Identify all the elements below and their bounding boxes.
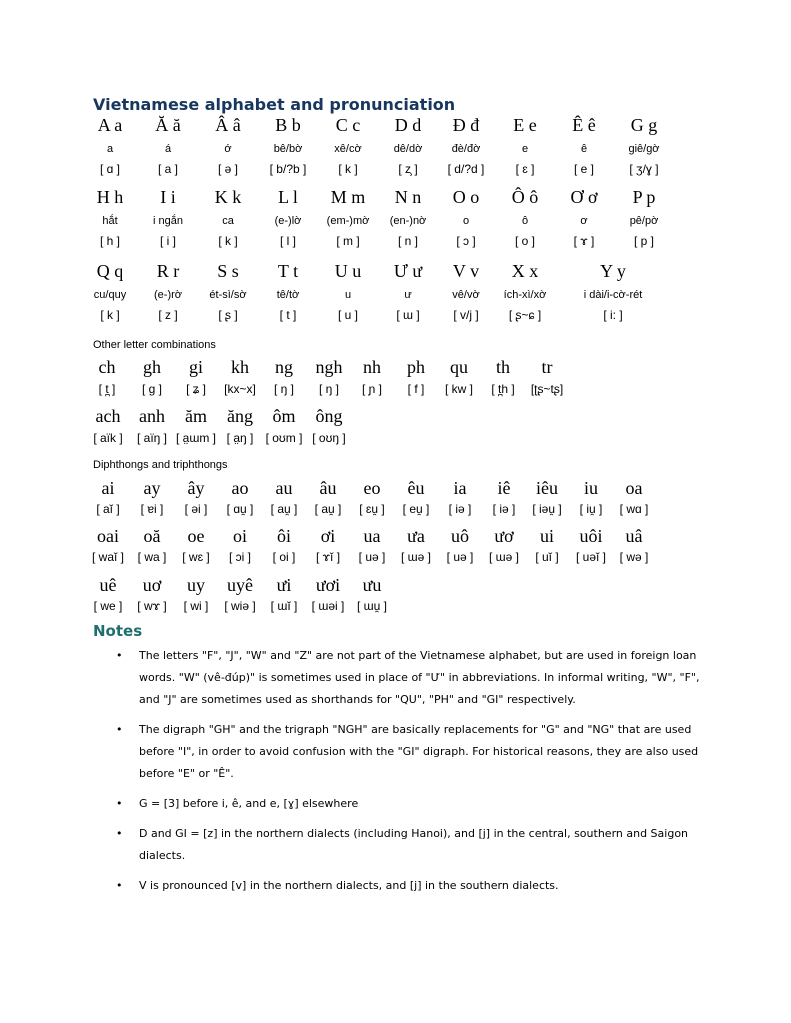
diphthong-letters: ơi [320,526,336,546]
diphthong-ipa: [ aĭ ] [96,502,120,516]
alphabet-ipa: [ ɑ ] [99,162,120,176]
diphthong-letters: ai [101,478,115,498]
alphabet-name: (e-)rờ [154,289,182,301]
alphabet-letter: O o [452,187,480,207]
alphabet-ipa: [ t ] [279,308,297,322]
alphabet-ipa: [ l ] [279,234,296,248]
combination-ipa: [ ŋ ] [273,382,294,396]
alphabet-ipa: [ z̧ ] [398,162,418,176]
combination-letters: qu [450,357,468,377]
bullet-icon: • [116,797,123,810]
alphabet-letter: D d [394,115,422,135]
alphabet-name: bê/bờ [273,143,303,155]
notes-heading: Notes [93,622,143,640]
alphabet-name: hắt [102,215,118,227]
alphabet-letter: C c [335,115,361,135]
diphthong-ipa: [ wiə ] [224,599,256,613]
alphabet-letter: T t [277,261,299,281]
diphthong-letters: âu [319,478,337,498]
alphabet-ipa: [ m ] [336,234,360,248]
alphabet-ipa: [ k ] [218,234,238,248]
diphthong-ipa: [ ɯu̯ ] [356,599,387,613]
alphabet-name: ét-sì/sờ [209,289,247,301]
combination-letters: ph [407,357,425,377]
diphthong-letters: oi [232,526,247,546]
notes-list [108,645,708,905]
diphthong-ipa: [ uĭ ] [535,550,559,564]
diphthong-ipa: [ ɯə ] [488,550,519,564]
combination-letters: ôm [272,406,296,426]
alphabet-name: xê/cờ [334,143,362,155]
alphabet-letter: Ơ ơ [570,187,598,207]
alphabet-ipa: [ z ] [158,308,178,322]
alphabet-letter: Q q [96,261,124,281]
bullet-icon: • [116,827,123,840]
alphabet-letter: S s [217,261,239,281]
diphthong-ipa: [ ɐi ] [140,502,164,516]
alphabet-ipa: [ p ] [633,234,654,248]
bullet-icon: • [116,879,123,892]
bullet-icon: • [116,723,123,736]
note-text: G = [3] before i, ê, and e, [ɣ] elsewhere [139,797,359,810]
diphthongs-label: Diphthongs and triphthongs [93,459,228,471]
diphthong-letters: ươi [315,575,341,595]
alphabet-ipa: [ o ] [514,234,535,248]
alphabet-ipa: [ ʂ~ɕ ] [508,308,542,322]
alphabet-ipa: [ a ] [157,162,178,176]
alphabet-ipa: [ ə ] [217,162,238,176]
diphthong-letters: uôi [579,526,603,546]
note-text: The letters "F", "J", "W" and "Z" are not part of the Vietnamese alphabet, but are used in foreign loan words. "W" (vê-đúp)" is sometimes used in place of "Ư" in abbreviations. In informal writing, "W", "F", and "J" are sometimes used as shorthands for "QU", "PH" and "GI" respectively. [139,649,700,706]
diphthong-ipa: [ ɔi ] [228,550,251,564]
combination-ipa: [ t̪h ] [491,382,515,396]
alphabet-name: ơ [580,215,588,227]
diphthong-letters: ôi [276,526,291,546]
alphabet-name: (em-)mờ [326,215,370,227]
alphabet-ipa: [ ɛ ] [515,162,535,176]
alphabet-letter: Ô ô [511,187,539,207]
diphthong-letters: ưu [362,575,382,595]
alphabet-name: ích-xì/xờ [503,289,547,301]
combination-letters: th [495,357,510,377]
alphabet-name: ớ [224,143,232,155]
diphthong-ipa: [ iəu̯ ] [532,502,562,516]
other-combinations-label: Other letter combinations [93,339,216,351]
alphabet-letter: M m [330,187,366,207]
diphthong-ipa: [ iu̯ ] [579,502,603,516]
diphthong-ipa: [ iə ] [492,502,516,516]
combination-letters: anh [139,406,165,426]
combination-letters: ch [98,357,116,377]
diphthong-letters: ưi [276,575,292,595]
diphthong-letters: uâ [625,526,643,546]
combination-ipa: [ aïk ] [93,431,123,445]
diphthong-letters: êu [407,478,425,498]
alphabet-ipa: [ h ] [99,234,120,248]
diphthong-letters: ưa [407,526,425,546]
diphthong-ipa: [ ɛu̯ ] [359,502,385,516]
diphthong-ipa: [ wa ] [137,550,167,564]
alphabet-letter: Y y [600,261,626,281]
combination-ipa: [ aïŋ ] [136,431,168,445]
diphthong-ipa: [ uə ] [358,550,386,564]
alphabet-name: (e-)lờ [274,215,302,227]
diphthong-ipa: [ wɑ ] [619,502,649,516]
combination-letters: nh [363,357,381,377]
diphthong-ipa: [ wɤ ] [137,599,167,613]
diphthong-ipa: [ we ] [93,599,123,613]
combination-letters: ng [275,357,293,377]
diphthong-letters: oe [187,526,205,546]
alphabet-letter: L l [278,187,298,207]
alphabet-letter: U u [334,261,362,281]
alphabet-name: đè/đờ [451,143,481,155]
diphthong-letters: eo [363,478,381,498]
alphabet-name: vê/vờ [452,289,480,301]
alphabet-letter: V v [452,261,480,281]
diphthong-ipa: [ ɯə ] [400,550,431,564]
alphabet-letter: Ă ă [155,115,181,135]
combination-letters: ông [315,406,343,426]
diphthong-letters: ay [143,478,161,498]
alphabet-name: giê/gờ [628,143,660,155]
combination-ipa: [ f ] [407,382,425,396]
combination-letters: kh [231,357,249,377]
diphthong-letters: oa [625,478,643,498]
diphthong-ipa: [ eu̯ ] [402,502,430,516]
alphabet-name: cu/quy [93,289,127,301]
diphthong-ipa: [ ɯəi ] [311,599,345,613]
note-item [108,793,708,815]
alphabet-letter: K k [214,187,242,207]
diphthong-letters: ây [187,478,205,498]
combination-ipa: [ ɲ ] [361,382,382,396]
diphthong-letters: ia [453,478,467,498]
note-item [108,875,708,897]
alphabet-name: dê/dờ [393,143,423,155]
diphthong-ipa: [ ɤĭ ] [315,550,341,564]
diphthong-letters: au [275,478,293,498]
alphabet-name: pê/pờ [629,215,659,227]
combination-ipa: [ kw ] [444,382,473,396]
combination-ipa: [ t̪ ] [98,382,116,396]
alphabet-ipa: [ v/j ] [453,308,479,322]
note-item [108,823,708,867]
diphthong-ipa: [ uəĭ ] [575,550,607,564]
diphthong-ipa: [ iə ] [448,502,472,516]
diphthong-ipa: [ waĭ ] [91,550,124,564]
combination-letters: ach [95,406,121,426]
diphthong-letters: ươ [494,526,514,546]
alphabet-name: ư [404,289,412,301]
alphabet-letter: N n [394,187,422,207]
alphabet-name: (en-)nờ [389,215,427,227]
alphabet-letter: Ê ê [572,115,596,135]
alphabet-letter: Ư ư [393,261,423,281]
diphthong-ipa: [ wɛ ] [182,550,210,564]
diphthong-ipa: [ wi ] [183,599,209,613]
alphabet-name: ca [222,215,234,227]
alphabet-letter: X x [511,261,539,281]
page-title: Vietnamese alphabet and pronunciation [93,95,456,114]
diphthong-letters: iê [497,478,511,498]
alphabet-name: a [106,143,114,155]
combination-ipa: [ ʑ ] [186,382,206,396]
combination-ipa: [ʈʂ~tʂ] [530,382,564,396]
diphthong-letters: uô [451,526,469,546]
combination-letters: gh [143,357,161,377]
alphabet-ipa: [ ɔ ] [456,234,476,248]
alphabet-ipa: [ ɤ ] [573,234,595,248]
alphabet-name: i dài/i-cờ-rét [583,289,643,301]
alphabet-ipa: [ i: ] [603,308,623,322]
alphabet-ipa: [ u ] [337,308,358,322]
diphthong-ipa: [ oi ] [272,550,296,564]
diphthong-ipa: [ uə ] [446,550,474,564]
alphabet-letter: I i [160,187,176,207]
alphabet-ipa: [ ɯ ] [396,308,420,322]
alphabet-name: u [344,289,352,301]
alphabet-ipa: [ e ] [573,162,594,176]
alphabet-name: á [164,143,172,155]
combination-letters: gi [188,357,203,377]
alphabet-letter: E e [513,115,537,135]
diphthong-ipa: [ ɑu̯ ] [226,502,254,516]
alphabet-ipa: [ b/?b ] [269,162,307,176]
combination-letters: ngh [315,357,343,377]
diphthong-letters: uy [187,575,205,595]
alphabet-letter: H h [96,187,124,207]
diphthong-ipa: [ wə ] [619,550,649,564]
alphabet-letter: R r [156,261,180,281]
combination-ipa: [ oʊŋ ] [312,431,346,445]
combination-ipa: [ a̤ɯm ] [175,431,216,445]
diphthong-letters: iu [583,478,598,498]
diphthong-letters: uê [99,575,117,595]
alphabet-ipa: [ i ] [159,234,176,248]
alphabet-name: e [521,143,529,155]
diphthong-ipa: [ au̯ ] [314,502,342,516]
combination-letters: tr [541,357,553,377]
combination-ipa: [ oʊm ] [265,431,303,445]
alphabet-ipa: [ n ] [397,234,418,248]
alphabet-ipa: [ ʂ ] [218,308,238,322]
alphabet-letter: G g [630,115,658,135]
diphthong-ipa: [ au̯ ] [270,502,298,516]
alphabet-ipa: [ ʒ/ɣ ] [629,162,659,176]
alphabet-ipa: [ k ] [338,162,358,176]
alphabet-ipa: [ d/?d ] [447,162,485,176]
alphabet-name: o [462,215,470,227]
combination-ipa: [ a̤ŋ ] [226,431,254,445]
diphthong-letters: oă [143,526,161,546]
alphabet-name: i ngắn [153,215,183,227]
note-item [108,645,708,711]
alphabet-letter: A a [97,115,123,135]
bullet-icon: • [116,649,123,662]
alphabet-name: ô [521,215,529,227]
diphthong-letters: oai [97,526,119,546]
diphthong-ipa: [ əi ] [184,502,208,516]
alphabet-letter: Â â [215,115,241,135]
alphabet-letter: P p [632,187,656,207]
alphabet-letter: B b [275,115,301,135]
diphthong-letters: iêu [536,478,558,498]
diphthong-letters: uyê [227,575,253,595]
alphabet-letter: Đ đ [452,115,480,135]
note-text: D and GI = [z] in the northern dialects (including Hanoi), and [j] in the central, southern and Saigon dialects. [139,827,689,862]
alphabet-ipa: [ k ] [100,308,120,322]
diphthong-letters: ao [231,478,249,498]
note-item [108,719,708,785]
note-text: V is pronounced [v] in the northern dialects, and [j] in the southern dialects. [139,879,559,892]
alphabet-name: tê/tờ [276,289,300,301]
combination-letters: ăng [227,406,253,426]
combination-ipa: [ g ] [141,382,162,396]
combination-letters: ăm [185,406,207,426]
diphthong-letters: uơ [142,575,162,595]
diphthong-letters: ui [539,526,554,546]
alphabet-name: ê [580,143,588,155]
note-text: The digraph "GH" and the trigraph "NGH" are basically replacements for "G" and "NG" that are used before "I", in order to avoid confusion with the "GI" digraph. For historical reasons, they are also used before "E" or "Ê". [139,723,699,780]
diphthong-letters: ua [363,526,381,546]
combination-ipa: [ ŋ ] [318,382,339,396]
combination-ipa: [kx~x] [224,382,256,396]
diphthong-ipa: [ ɯĭ ] [270,599,298,613]
